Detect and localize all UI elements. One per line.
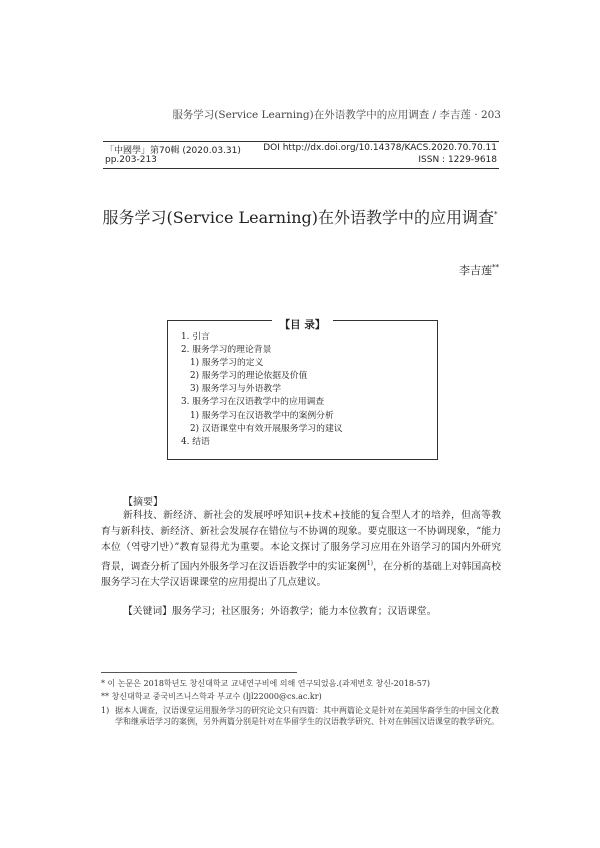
keywords-label: 【关键词】 — [123, 606, 172, 617]
footnote-divider — [101, 672, 297, 673]
toc-list — [181, 331, 343, 449]
author-footnote-mark: ** — [492, 263, 499, 272]
issn: ISSN : 1229-9618 — [418, 155, 497, 165]
toc-subitem: 2) 服务学习的理论依据及价值 — [190, 371, 308, 382]
footnote-mark: * — [101, 679, 105, 688]
footnote-mark: 1) — [101, 706, 110, 715]
title-footnote-mark: * — [494, 210, 498, 219]
journal-issue: 「中國學」第70輯 (2020.03.31) — [105, 146, 241, 156]
abstract-text-part1: 新科技、新经济、新社会的发展呼呼知识+技术+技能的复合型人才的培养，但高等教育与新科技、新经济、新社会发展存在错位与不协调的现象。要克服这一不协调现象，“能力本位（역량기반）”教育显得尤为重要。本论文探讨了服务学习应用在外语学习的国内外研究背景，调查分析了国内外服务学习在汉语语教学中的实证案例 — [101, 510, 501, 573]
author — [459, 262, 499, 278]
footnote-item — [101, 691, 322, 702]
abstract-footnote-ref[interactable]: 1) — [366, 560, 374, 567]
footnote-text: 창신대학교 중국비즈니스학과 부교수 (ljl22000@cs.ac.kr) — [111, 692, 322, 701]
footnote-text: 据本人调查，汉语课堂运用服务学习的研究论文只有四篇：其中两篇论文是针对在美国华裔学生的中国文化教学和继承语学习的案例，另外两篇分别是针对在华留学生的汉语教学研究、针对在韩国汉语课堂的教学研究。 — [115, 706, 499, 726]
keywords-text: 服务学习；社区服务；外语教学；能力本位教育；汉语课堂。 — [171, 606, 437, 617]
toc-heading: 【目 录】 — [272, 319, 334, 331]
footnote-item — [101, 678, 430, 689]
toc-heading-wrap — [168, 313, 437, 332]
journal-meta-box — [103, 141, 499, 169]
toc-subitem: 2) 汉语课堂中有效开展服务学习的建议 — [190, 423, 343, 434]
footnote-text: 이 논문은 2018학년도 창신대학교 교내연구비에 의해 연구되었음.(과제번호 창신-2018-57) — [107, 679, 431, 688]
toc-item: 4. 结语 — [181, 436, 210, 447]
toc-item: 2. 服务学习的理论背景 — [181, 345, 272, 356]
running-header: 服务学习(Service Learning)在外语教学中的应用调查 / 李吉莲 · 203 — [172, 109, 501, 121]
table-of-contents — [167, 320, 438, 460]
doi-link[interactable]: DOI http://dx.doi.org/10.14378/KACS.2020.70.70.11 — [263, 143, 497, 153]
keywords — [123, 603, 437, 617]
toc-item: 3. 服务学习在汉语教学中的应用调查 — [181, 397, 325, 408]
footnote-item — [101, 705, 501, 727]
toc-subitem: 3) 服务学习与外语教学 — [190, 384, 281, 395]
toc-item: 1. 引言 — [181, 332, 210, 342]
footnote-mark: ** — [101, 692, 109, 701]
abstract-text-part2: ，在分析的基础上对韩国高校服务学习在大学汉语课课堂的应用提出了几点建议。 — [101, 561, 502, 589]
paper-title-text: 服务学习(Service Learning)在外语教学中的应用调查 — [102, 208, 494, 227]
paper-title — [0, 205, 600, 228]
page-range: pp.203-213 — [105, 155, 157, 165]
abstract-label: 【摘要】 — [123, 497, 163, 508]
toc-subitem: 1) 服务学习在汉语教学中的案例分析 — [190, 410, 334, 421]
toc-subitem: 1) 服务学习的定义 — [190, 358, 264, 369]
author-name: 李吉莲 — [459, 264, 492, 277]
abstract-body — [101, 508, 501, 591]
